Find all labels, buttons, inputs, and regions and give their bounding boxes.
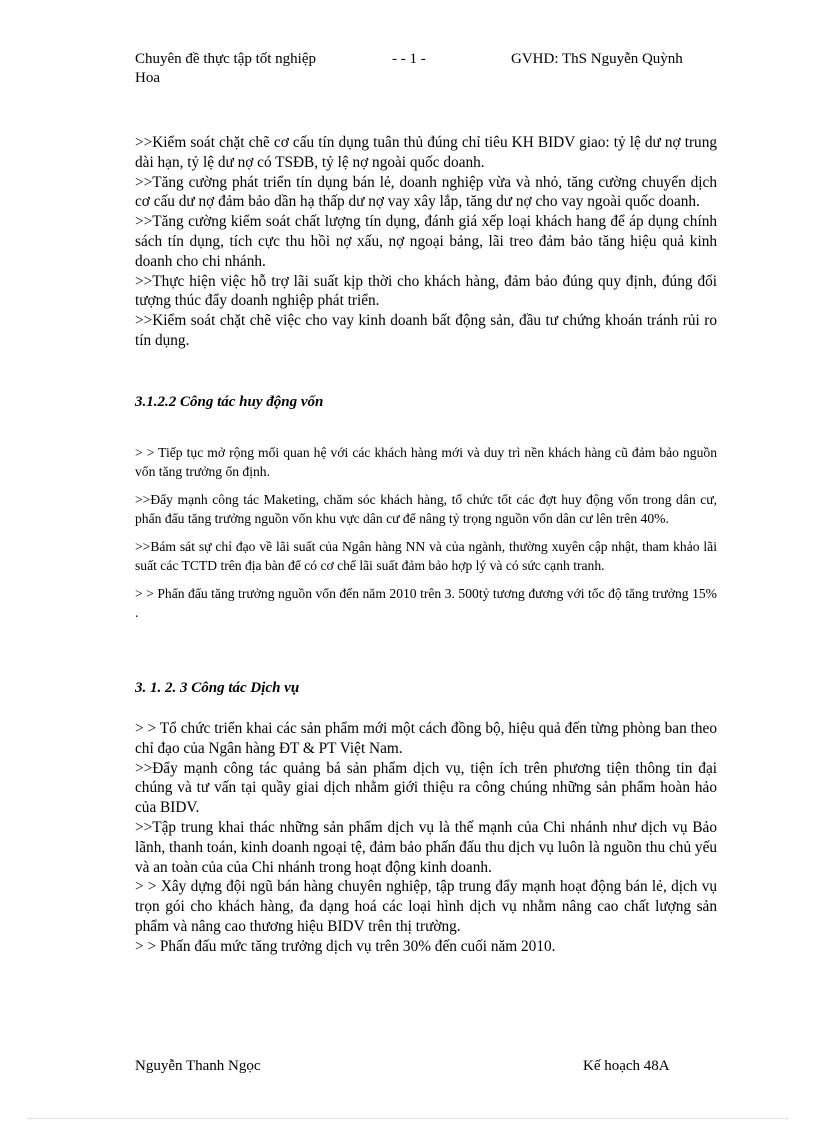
paragraph: > > Phấn đấu mức tăng trưởng dịch vụ trên 30% đến cuối năm 2010. xyxy=(135,937,556,955)
paragraph: > > Phấn đấu tăng trưởng nguồn vốn đến năm 2010 trên 3. 500tỷ tương đương với tốc độ tăng trưởng 15% . xyxy=(135,586,717,620)
paragraph: >>Tập trung khai thác những sản phẩm dịch vụ là thế mạnh của Chi nhánh như dịch vụ Bảo lãnh, thanh toán, kinh doanh ngoại tệ, đảm bảo phấn đấu thu dịch vụ luôn là nguồn thu chủ yếu và an toàn của của Chi nhánh trong hoạt động kinh doanh. xyxy=(135,818,718,876)
capital-section xyxy=(135,443,717,622)
section-heading-services: 3. 1. 2. 3 Công tác Dịch vụ xyxy=(135,680,300,696)
paragraph: > > Tiếp tục mở rộng mối quan hệ với các khách hàng mới và duy trì nền khách hàng cũ đảm bảo nguồn vốn tăng trưởng ổn định. xyxy=(135,445,717,479)
footer-class: Kế hoạch 48A xyxy=(583,1058,670,1074)
services-section xyxy=(135,719,717,957)
paragraph: >>Tăng cường kiểm soát chất lượng tín dụng, đánh giá xếp loại khách hang để áp dụng chính sách tín dụng, tích cực thu hồi nợ xấu, nợ ngoại bảng, lãi treo đảm bảo tăng hiệu quả kinh doanh cho chi nhánh. xyxy=(135,213,717,270)
section-heading-capital: 3.1.2.2 Công tác huy động vốn xyxy=(135,394,324,410)
page-header xyxy=(135,50,715,88)
header-title: Chuyên đề thực tập tốt nghiệp xyxy=(135,51,317,67)
paragraph: >>Đẩy mạnh công tác Maketing, chăm sóc khách hàng, tổ chức tốt các đợt huy động vốn trong dân cư, phấn đấu tăng trưởng nguồn vốn khu vực dân cư để nâng tỷ trọng nguồn vốn dân cư lên trên 40%. xyxy=(135,492,717,526)
paragraph: > > Xây dựng đội ngũ bán hàng chuyên nghiệp, tập trung đẩy mạnh hoạt động bán lẻ, dịch vụ trọn gói cho khách hàng, đa dạng hoá các loại hình dịch vụ nhằm nâng cao chất lượng sản phẩm và nâng cao thương hiệu BIDV trên thị trường. xyxy=(135,878,717,935)
header-page-number: - - 1 - xyxy=(392,51,426,67)
paragraph: >>Tăng cường phát triển tín dụng bán lẻ, doanh nghiệp vừa và nhỏ, tăng cường chuyển dịch cơ cấu dư nợ đảm bảo dần hạ thấp dư nợ vay xây lắp, tăng dư nợ cho vay ngoài quốc doanh. xyxy=(135,173,717,211)
paragraph: > > Tổ chức triển khai các sản phẩm mới một cách đồng bộ, hiệu quả đến từng phòng ban theo chỉ đạo của Ngân hàng ĐT & PT Việt Nam. xyxy=(135,720,717,757)
paragraph: >>Đẩy mạnh công tác quảng bá sản phẩm dịch vụ, tiện ích trên phương tiện thông tin đại chúng và tư vấn tại quầy giai dịch nhằm giới thiệu ra công chúng những sản phẩm hoàn hảo của BIDV. xyxy=(135,759,717,817)
header-advisor-wrap: Hoa xyxy=(135,70,160,86)
footer-author: Nguyễn Thanh Ngọc xyxy=(135,1058,261,1074)
paragraph: >>Kiểm soát chặt chẽ cơ cấu tín dụng tuân thủ đúng chỉ tiêu KH BIDV giao: tỷ lệ dư nợ trung dài hạn, tỷ lệ dư nợ có TSĐB, tỷ lệ nợ ngoài quốc doanh. xyxy=(135,134,717,171)
header-advisor: GVHD: ThS Nguyễn Quỳnh xyxy=(511,51,683,67)
credit-section xyxy=(135,133,717,351)
paragraph: >>Bám sát sự chỉ đạo về lãi suất của Ngân hàng NN và của ngành, thường xuyên cập nhật, tham khảo lãi suất các TCTD trên địa bàn để có cơ chế lãi suất đảm bảo hợp lý và có sức cạnh tranh. xyxy=(135,539,717,573)
paragraph: >>Kiểm soát chặt chẽ việc cho vay kinh doanh bất động sản, đầu tư chứng khoán tránh rủi ro tín dụng. xyxy=(135,312,717,349)
paragraph: >>Thực hiện việc hỗ trợ lãi suất kịp thời cho khách hàng, đảm bảo đúng quy định, đúng đối tượng thúc đẩy doanh nghiệp phát triển. xyxy=(135,272,717,310)
page-bottom-divider xyxy=(28,1118,788,1119)
